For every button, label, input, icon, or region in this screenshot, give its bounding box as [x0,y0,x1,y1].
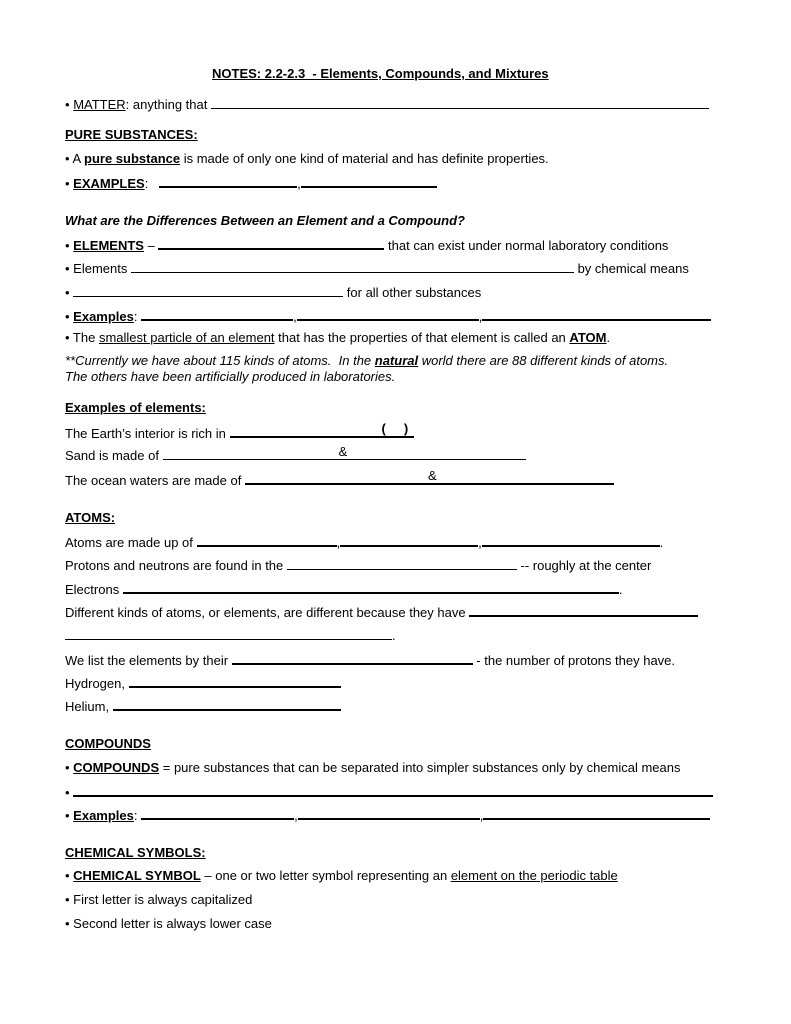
text: Hydrogen, [65,676,129,691]
text: **Currently we have about 115 kinds of atoms. In the [65,353,375,368]
elements-broken-blank[interactable] [131,260,574,273]
other-substances-blank[interactable] [73,284,343,297]
comma: , [293,309,297,324]
natural-term: natural [374,353,419,368]
examples-of-elements-heading: Examples of elements: [65,400,206,415]
atom-term: ATOM [569,330,607,345]
text: - the number of protons they have. [472,653,676,668]
sand-blank-2[interactable] [331,447,526,460]
different-atoms-blank-1[interactable] [469,603,698,617]
helium-line [65,697,341,715]
atomic-number-line [65,651,675,669]
bullet: • [65,808,74,823]
page-title: NOTES: 2.2-2.3 - Elements, Compounds, and Mixtures [212,66,549,81]
text: for all other substances [343,285,482,300]
other-substances-line [65,284,481,301]
comma: , [478,535,482,550]
elements-term: ELEMENTS [73,238,144,253]
atoms-made-blank-2[interactable] [340,533,478,547]
elements-definition-line [65,236,668,254]
period: . [606,330,611,345]
bullet: • [65,285,74,300]
element-example-blank-3[interactable] [482,307,711,321]
pure-substance-term: pure substance [84,151,181,166]
atoms-made-blank-1[interactable] [197,533,337,547]
text: Sand is made of [65,448,163,463]
text: that has the properties of that element is called an [274,330,570,345]
atoms-note-line-2: The others have been artificially produced in laboratories. [65,369,396,384]
comma: , [294,808,298,823]
electrons-line [65,580,622,598]
pure-substances-heading: PURE SUBSTANCES: [65,127,198,142]
pure-examples-line [65,174,437,192]
compound-example-blank-2[interactable] [298,806,480,820]
atoms-heading: ATOMS: [65,510,116,525]
matter-line [65,96,709,113]
bullet: • [65,868,74,883]
protons-line [65,557,651,574]
element-examples-line [65,307,711,325]
helium-blank[interactable] [113,697,341,711]
comma: , [479,808,484,823]
compound-example-blank-1[interactable] [141,806,294,820]
earth-interior-blank[interactable] [230,421,414,438]
hydrogen-blank[interactable] [129,674,341,688]
hydrogen-line [65,674,341,692]
bullet: • [65,176,74,191]
atoms-made-of-line [65,533,663,551]
atoms-note-line-1 [65,353,668,369]
period: . [392,628,396,643]
chemical-symbol-term: CHEMICAL SYMBOL [73,868,201,883]
bullet: • [65,238,74,253]
comma: , [478,309,483,324]
electrons-blank[interactable] [123,580,619,594]
elements-broken-line [65,260,689,277]
text: We list the elements by their [65,653,232,668]
compound-examples-line [65,806,710,824]
ocean-blank-2[interactable] [428,471,614,485]
examples-term: Examples [73,309,134,324]
pure-example-blank-1[interactable] [159,174,297,188]
text: • A [65,151,85,166]
chemical-symbol-definition [65,868,618,884]
text: that can exist under normal laboratory conditions [384,238,669,253]
parentheses: ( ) [381,421,409,436]
sand-blank-1[interactable] [163,444,348,460]
text: -- roughly at the center [516,558,652,573]
dash: – [143,238,159,253]
bullet: • [65,760,74,775]
different-atoms-blank-2[interactable] [65,627,392,640]
colon: : [144,176,149,191]
pure-example-blank-2[interactable] [301,174,437,188]
compounds-blank-line [65,783,713,801]
text: – one or two letter symbol representing an [200,868,451,883]
examples-term: Examples [73,808,134,823]
smallest-particle-text: smallest particle of an element [98,330,275,345]
earth-interior-line [65,421,414,442]
text: • The [65,330,99,345]
matter-definition-label: : anything that [125,97,208,112]
periodic-table-text: element on the periodic table [450,868,618,883]
text: The Earth’s interior is rich in [65,426,230,441]
ocean-blank-1[interactable] [245,468,437,485]
colon: : [133,309,138,324]
chemical-symbols-heading: CHEMICAL SYMBOLS: [65,845,206,860]
bullet: • [65,97,70,112]
atomic-number-blank[interactable] [232,651,473,665]
text: = pure substances that can be separated into simpler substances only by chemical means [159,760,681,775]
protons-blank[interactable] [287,557,517,570]
text: • Elements [65,261,131,276]
text: is made of only one kind of material and has definite properties. [180,151,549,166]
examples-term: EXAMPLES [73,176,145,191]
atoms-made-blank-3[interactable] [482,533,660,547]
bullet: • [65,785,70,800]
text: The ocean waters are made of [65,473,245,488]
pure-substance-definition [65,151,549,167]
sand-line [65,444,526,464]
text: Atoms are made up of [65,535,197,550]
matter-blank[interactable] [211,96,709,109]
element-example-blank-1[interactable] [141,307,293,321]
first-letter-rule: • First letter is always capitalized [65,892,253,907]
text: by chemical means [573,261,689,276]
ampersand: & [427,468,437,483]
element-example-blank-2[interactable] [297,307,479,321]
elements-blank[interactable] [158,236,384,250]
period: . [618,582,623,597]
text: world there are 88 different kinds of atoms. [418,353,669,368]
atom-definition-line [65,330,610,346]
period: . [659,535,664,550]
compounds-term: COMPOUNDS [73,760,160,775]
ocean-line [65,468,614,489]
text: Different kinds of atoms, or elements, are different because they have [65,605,470,620]
compounds-blank[interactable] [73,783,713,797]
colon: : [133,808,138,823]
differences-question: What are the Differences Between an Element and a Compound? [65,213,465,228]
bullet: • [65,309,74,324]
text: Protons and neutrons are found in the [65,558,287,573]
different-atoms-line [65,603,698,621]
compounds-definition-line [65,760,681,776]
comma: , [297,176,301,191]
compounds-heading: COMPOUNDS [65,736,151,751]
second-letter-rule: • Second letter is always lower case [65,916,272,931]
comma: , [336,535,341,550]
text: Electrons [65,582,123,597]
different-atoms-line-2 [65,627,396,644]
matter-term: MATTER [73,97,126,112]
compound-example-blank-3[interactable] [483,806,710,820]
text: Helium, [65,699,113,714]
ampersand: & [338,444,348,459]
